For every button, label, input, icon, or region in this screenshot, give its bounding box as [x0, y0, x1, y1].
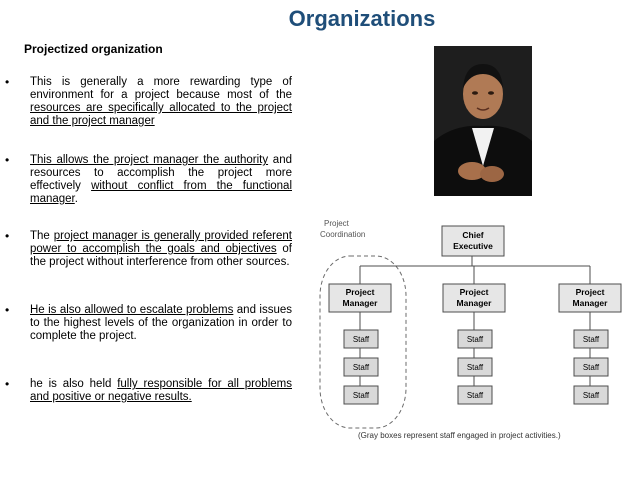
text-run: of the project without interference from other sources.	[30, 243, 292, 268]
chart-connectors	[360, 256, 590, 400]
project-manager-3	[559, 284, 621, 312]
bullet-dot: •	[5, 75, 10, 89]
underlined-text: project manager is generally provided referent power to accomplish the goals and objectives	[30, 230, 292, 255]
staff-label: Staff	[582, 391, 600, 400]
staff-label: Staff	[352, 391, 370, 400]
text-run: This is generally a more rewarding type of environment for a project because most of the	[30, 76, 292, 101]
underlined-text: resources are specifically allocated to the project and the project manager	[30, 102, 292, 127]
chief-executive-label-line1: Chief	[462, 230, 484, 240]
project-manager-2	[443, 284, 505, 312]
pm-label-line1: Project	[459, 287, 489, 297]
staff-label: Staff	[582, 363, 600, 372]
page-title: Organizations	[288, 6, 436, 31]
portrait-photo	[434, 46, 532, 196]
text-run: .	[74, 193, 78, 205]
pm-label-line2: Manager	[456, 298, 492, 308]
bullet-dot: •	[5, 303, 10, 317]
project-manager-1	[329, 284, 391, 312]
bullet-text	[30, 378, 292, 404]
bullet-dot: •	[5, 153, 10, 167]
org-chart	[300, 212, 630, 477]
text-run: The	[30, 230, 54, 242]
pm-label-line2: Manager	[572, 298, 608, 308]
staff-label: Staff	[466, 391, 484, 400]
bullet-text	[30, 76, 292, 128]
text-run: and resources to accomplish the project more effectively	[30, 154, 292, 192]
text-run: he is also held	[30, 378, 118, 390]
staff-column-3	[574, 330, 608, 404]
bullet-dot: •	[5, 377, 10, 391]
underlined-text: fully responsible for all problems and positive or negative results.	[30, 378, 292, 403]
staff-label: Staff	[466, 363, 484, 372]
staff-label: Staff	[352, 363, 370, 372]
staff-label: Staff	[582, 335, 600, 344]
staff-label: Staff	[352, 335, 370, 344]
staff-column-1	[344, 330, 378, 404]
chart-caption: (Gray boxes represent staff engaged in project activities.)	[358, 431, 561, 440]
pm-label-line1: Project	[345, 287, 375, 297]
pm-label-line2: Manager	[342, 298, 378, 308]
staff-label: Staff	[466, 335, 484, 344]
chief-executive-label-line2: Executive	[453, 241, 493, 251]
underlined-text: without conflict from the functional manager	[30, 180, 292, 205]
pm-label-line1: Project	[575, 287, 605, 297]
bullet-text	[30, 304, 292, 343]
underlined-text: This allows the project manager the authority	[30, 154, 269, 166]
bullet-dot: •	[5, 229, 10, 243]
bullet-text	[30, 154, 292, 206]
underlined-text: He is also allowed to escalate problems	[30, 304, 234, 316]
coordination-label-line2: Coordination	[320, 230, 366, 239]
section-subtitle: Projectized organization	[24, 42, 163, 56]
staff-column-2	[458, 330, 492, 404]
bullet-text	[30, 230, 292, 269]
portrait-illustration	[434, 46, 532, 196]
text-run: and issues to the highest levels of the organization in order to complete the project.	[30, 304, 292, 342]
coordination-label-line1: Project	[324, 219, 349, 228]
